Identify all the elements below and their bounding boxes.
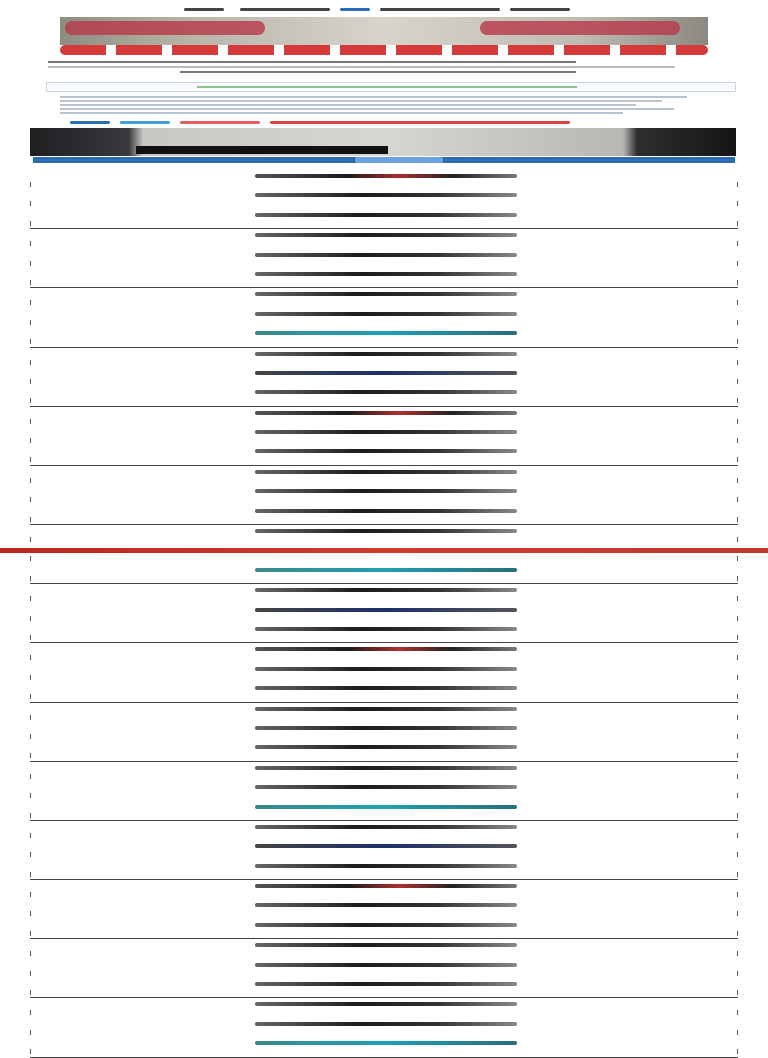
list-item[interactable] xyxy=(30,426,738,445)
item-thumbnail[interactable] xyxy=(255,371,517,375)
row-marker xyxy=(737,911,738,916)
row-marker xyxy=(30,478,31,483)
tab-active[interactable] xyxy=(355,157,443,163)
list-item[interactable] xyxy=(30,386,738,405)
item-thumbnail[interactable] xyxy=(255,667,517,671)
list-item[interactable] xyxy=(30,860,738,879)
item-thumbnail[interactable] xyxy=(255,608,517,612)
row-marker xyxy=(737,497,738,502)
row-marker xyxy=(737,241,738,246)
row-marker xyxy=(30,241,31,246)
list-item[interactable] xyxy=(30,623,738,642)
row-marker xyxy=(30,951,31,956)
row-marker xyxy=(737,457,738,462)
list-item[interactable] xyxy=(30,249,738,268)
row-marker xyxy=(737,398,738,403)
top-navigation xyxy=(180,4,580,16)
item-thumbnail[interactable] xyxy=(255,627,517,631)
item-thumbnail[interactable] xyxy=(255,766,517,770)
item-thumbnail[interactable] xyxy=(255,312,517,316)
item-thumbnail[interactable] xyxy=(255,352,517,356)
row-marker xyxy=(30,537,31,542)
list-item[interactable] xyxy=(30,407,738,426)
row-marker xyxy=(737,478,738,483)
row-marker xyxy=(30,419,31,424)
row-marker xyxy=(737,694,738,699)
item-thumbnail[interactable] xyxy=(255,193,517,197)
row-marker xyxy=(30,715,31,720)
row-marker xyxy=(737,1010,738,1015)
row-marker xyxy=(30,182,31,187)
row-marker xyxy=(737,576,738,581)
row-marker xyxy=(737,419,738,424)
hero-shape xyxy=(480,21,680,35)
row-marker xyxy=(30,339,31,344)
row-marker xyxy=(30,635,31,640)
row-marker xyxy=(737,990,738,995)
list-group xyxy=(30,288,738,347)
nav-link[interactable] xyxy=(380,8,500,11)
row-marker xyxy=(737,655,738,660)
list-group xyxy=(30,939,738,998)
list-item[interactable] xyxy=(30,1037,738,1056)
item-thumbnail[interactable] xyxy=(255,805,517,809)
list-item[interactable] xyxy=(30,505,738,524)
row-marker xyxy=(30,497,31,502)
row-marker xyxy=(737,753,738,758)
item-thumbnail[interactable] xyxy=(255,707,517,711)
item-thumbnail[interactable] xyxy=(255,390,517,394)
row-marker xyxy=(30,398,31,403)
list-item[interactable] xyxy=(30,998,738,1017)
row-marker xyxy=(30,971,31,976)
metadata-block xyxy=(48,58,708,76)
row-marker xyxy=(737,339,738,344)
row-marker xyxy=(30,753,31,758)
row-marker xyxy=(737,1049,738,1054)
list-item[interactable] xyxy=(30,899,738,918)
item-thumbnail[interactable] xyxy=(255,864,517,868)
item-list xyxy=(30,170,738,1058)
list-item[interactable] xyxy=(30,781,738,800)
item-thumbnail[interactable] xyxy=(255,884,517,888)
tab-bar[interactable] xyxy=(33,157,735,163)
row-marker xyxy=(737,556,738,561)
row-marker xyxy=(30,596,31,601)
list-item[interactable] xyxy=(30,348,738,367)
row-marker xyxy=(30,990,31,995)
row-marker xyxy=(30,379,31,384)
row-marker xyxy=(30,833,31,838)
item-thumbnail[interactable] xyxy=(255,588,517,592)
row-marker xyxy=(30,576,31,581)
list-item[interactable] xyxy=(30,327,738,346)
list-item[interactable] xyxy=(30,643,738,662)
item-thumbnail[interactable] xyxy=(255,1002,517,1006)
item-thumbnail[interactable] xyxy=(255,233,517,237)
list-group xyxy=(30,229,738,288)
list-item[interactable] xyxy=(30,189,738,208)
row-marker xyxy=(30,438,31,443)
row-marker xyxy=(30,1010,31,1015)
list-item[interactable] xyxy=(30,229,738,248)
list-item[interactable] xyxy=(30,268,738,287)
row-marker xyxy=(737,813,738,818)
row-marker xyxy=(30,300,31,305)
item-thumbnail[interactable] xyxy=(255,923,517,927)
row-marker xyxy=(737,182,738,187)
item-thumbnail[interactable] xyxy=(255,213,517,217)
list-item[interactable] xyxy=(30,209,738,228)
row-marker xyxy=(737,438,738,443)
row-marker xyxy=(737,774,738,779)
row-marker xyxy=(737,596,738,601)
row-marker xyxy=(30,911,31,916)
row-marker xyxy=(30,813,31,818)
nav-link[interactable] xyxy=(340,8,370,11)
alert-bar xyxy=(0,548,768,553)
row-marker xyxy=(737,537,738,542)
list-group xyxy=(30,762,738,821)
list-group xyxy=(30,525,738,584)
row-marker xyxy=(30,872,31,877)
item-thumbnail[interactable] xyxy=(255,785,517,789)
row-marker xyxy=(30,793,31,798)
list-group xyxy=(30,170,738,229)
item-thumbnail[interactable] xyxy=(255,253,517,257)
list-item[interactable] xyxy=(30,584,738,603)
list-item[interactable] xyxy=(30,880,738,899)
item-thumbnail[interactable] xyxy=(255,963,517,967)
row-marker xyxy=(737,300,738,305)
list-group xyxy=(30,466,738,525)
row-marker xyxy=(30,1030,31,1035)
row-marker xyxy=(30,517,31,522)
row-marker xyxy=(737,892,738,897)
item-thumbnail[interactable] xyxy=(255,844,517,848)
list-item[interactable] xyxy=(30,840,738,859)
banner-shadow xyxy=(136,146,388,154)
list-group xyxy=(30,348,738,407)
list-item[interactable] xyxy=(30,741,738,760)
brand-logo[interactable] xyxy=(60,45,708,55)
row-marker xyxy=(30,320,31,325)
row-marker xyxy=(737,261,738,266)
list-item[interactable] xyxy=(30,1018,738,1037)
row-marker xyxy=(30,457,31,462)
row-marker xyxy=(30,360,31,365)
row-marker xyxy=(30,694,31,699)
row-marker xyxy=(737,280,738,285)
row-marker xyxy=(737,201,738,206)
item-thumbnail[interactable] xyxy=(255,411,517,415)
list-item[interactable] xyxy=(30,682,738,701)
item-thumbnail[interactable] xyxy=(255,509,517,513)
row-marker xyxy=(737,793,738,798)
list-item[interactable] xyxy=(30,762,738,781)
row-marker xyxy=(737,833,738,838)
list-item[interactable] xyxy=(30,445,738,464)
list-item[interactable] xyxy=(30,525,738,544)
row-marker xyxy=(30,1049,31,1054)
row-marker xyxy=(30,655,31,660)
row-marker xyxy=(30,280,31,285)
list-group xyxy=(30,703,738,762)
list-group xyxy=(30,643,738,702)
list-item[interactable] xyxy=(30,663,738,682)
item-thumbnail[interactable] xyxy=(255,470,517,474)
description-text xyxy=(60,94,700,116)
list-item[interactable] xyxy=(30,604,738,623)
row-marker xyxy=(737,1030,738,1035)
row-marker xyxy=(737,379,738,384)
banner-image xyxy=(30,128,736,156)
list-item[interactable] xyxy=(30,466,738,485)
row-marker xyxy=(737,715,738,720)
list-item[interactable] xyxy=(30,722,738,741)
list-item[interactable] xyxy=(30,308,738,327)
list-group xyxy=(30,821,738,880)
row-marker xyxy=(737,675,738,680)
tag-link[interactable] xyxy=(270,121,570,124)
row-marker xyxy=(30,931,31,936)
list-item[interactable] xyxy=(30,367,738,386)
hero-image xyxy=(60,17,708,45)
row-marker xyxy=(30,221,31,226)
nav-link[interactable] xyxy=(510,8,570,11)
nav-link[interactable] xyxy=(240,8,330,11)
list-group xyxy=(30,880,738,939)
list-item[interactable] xyxy=(30,564,738,583)
list-item[interactable] xyxy=(30,703,738,722)
list-item[interactable] xyxy=(30,919,738,938)
list-group xyxy=(30,407,738,466)
list-item[interactable] xyxy=(30,288,738,307)
tag-link[interactable] xyxy=(120,121,170,124)
row-marker xyxy=(30,201,31,206)
list-item[interactable] xyxy=(30,959,738,978)
list-item[interactable] xyxy=(30,939,738,958)
info-panel xyxy=(46,82,736,92)
nav-link[interactable] xyxy=(184,8,224,11)
item-thumbnail[interactable] xyxy=(255,272,517,276)
item-thumbnail[interactable] xyxy=(255,430,517,434)
item-thumbnail[interactable] xyxy=(255,982,517,986)
list-item[interactable] xyxy=(30,801,738,820)
item-thumbnail[interactable] xyxy=(255,1041,517,1045)
row-marker xyxy=(737,616,738,621)
item-thumbnail[interactable] xyxy=(255,331,517,335)
list-item[interactable] xyxy=(30,170,738,189)
row-marker xyxy=(737,734,738,739)
tag-list xyxy=(70,120,590,126)
row-marker xyxy=(30,675,31,680)
item-thumbnail[interactable] xyxy=(255,903,517,907)
row-marker xyxy=(737,852,738,857)
row-marker xyxy=(737,360,738,365)
row-marker xyxy=(30,556,31,561)
row-marker xyxy=(30,734,31,739)
row-marker xyxy=(737,320,738,325)
hero-shape xyxy=(65,21,265,35)
row-marker xyxy=(737,517,738,522)
list-item[interactable] xyxy=(30,485,738,504)
item-thumbnail[interactable] xyxy=(255,174,517,178)
list-group xyxy=(30,584,738,643)
row-marker xyxy=(737,951,738,956)
item-thumbnail[interactable] xyxy=(255,943,517,947)
item-thumbnail[interactable] xyxy=(255,726,517,730)
tag-link[interactable] xyxy=(180,121,260,124)
list-item[interactable] xyxy=(30,978,738,997)
row-marker xyxy=(30,774,31,779)
row-marker xyxy=(737,872,738,877)
item-thumbnail[interactable] xyxy=(255,647,517,651)
list-item[interactable] xyxy=(30,821,738,840)
row-marker xyxy=(737,635,738,640)
item-thumbnail[interactable] xyxy=(255,489,517,493)
item-thumbnail[interactable] xyxy=(255,568,517,572)
tag-link[interactable] xyxy=(70,121,110,124)
item-thumbnail[interactable] xyxy=(255,449,517,453)
row-marker xyxy=(737,971,738,976)
row-marker xyxy=(30,852,31,857)
row-marker xyxy=(30,616,31,621)
row-marker xyxy=(30,892,31,897)
item-thumbnail[interactable] xyxy=(255,825,517,829)
item-thumbnail[interactable] xyxy=(255,745,517,749)
row-marker xyxy=(30,261,31,266)
item-thumbnail[interactable] xyxy=(255,686,517,690)
item-thumbnail[interactable] xyxy=(255,529,517,533)
row-marker xyxy=(737,221,738,226)
row-marker xyxy=(737,931,738,936)
list-group xyxy=(30,998,738,1057)
item-thumbnail[interactable] xyxy=(255,292,517,296)
